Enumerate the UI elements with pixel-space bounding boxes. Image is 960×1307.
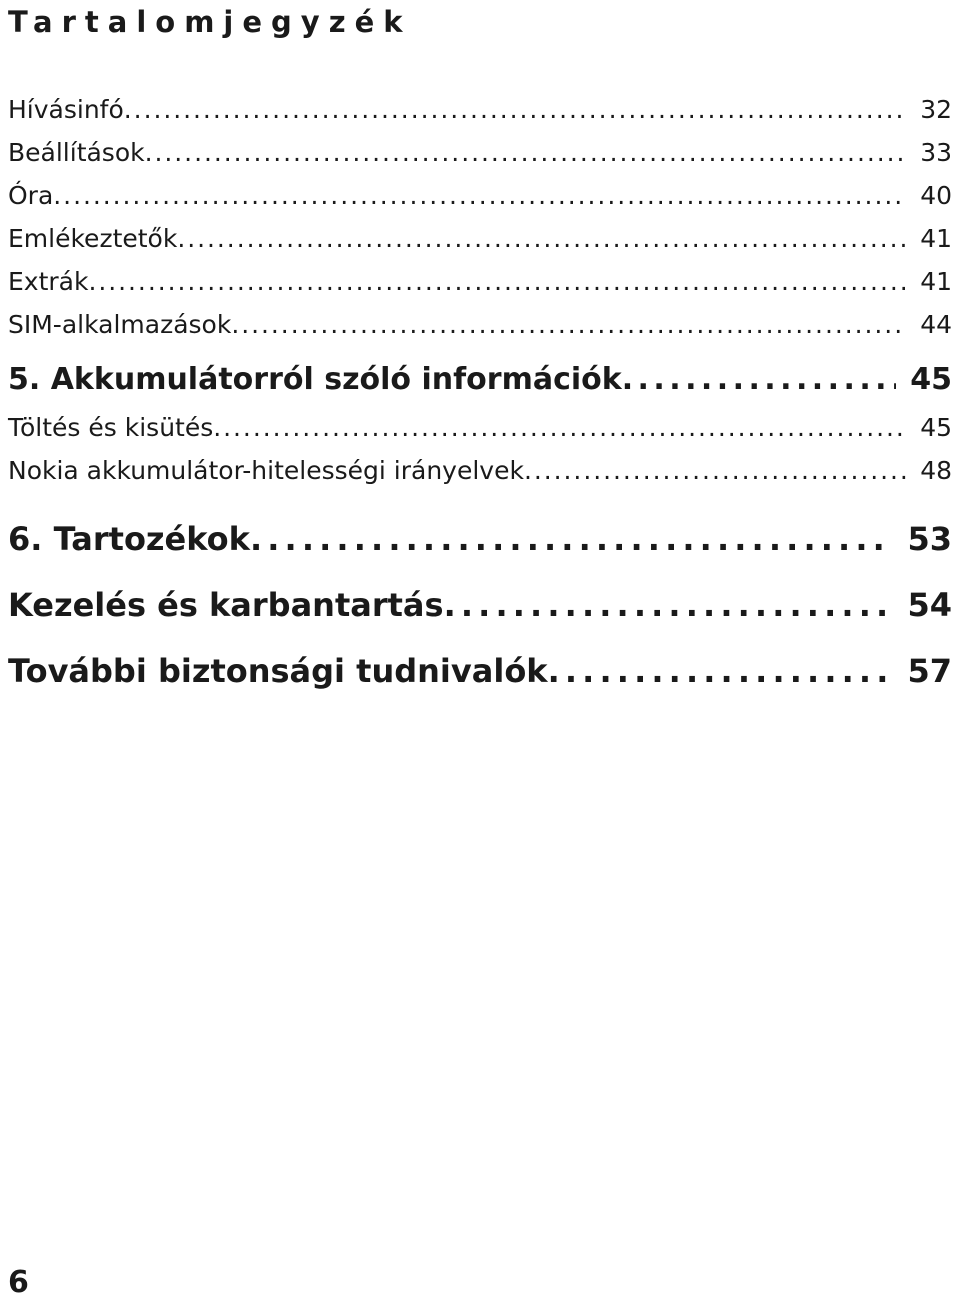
toc-leader-dots: [177, 217, 906, 260]
toc-leader-dots: [88, 260, 906, 303]
toc-entry-title: Töltés és kisütés: [8, 413, 214, 442]
toc-entry-page: 44: [920, 310, 952, 339]
toc-entry-title: Emlékeztetők: [8, 224, 178, 253]
toc-entry-title: 6. Tartozékok: [8, 520, 250, 558]
page-title: Tartalomjegyzék: [8, 5, 412, 39]
toc-entry-page: 57: [907, 652, 952, 690]
toc-chapter-tovabbi-biztonsagi-tudnivalok[interactable]: [8, 638, 952, 704]
toc-entry-title: Kezelés és karbantartás: [8, 586, 444, 624]
toc-leader-dots: [548, 638, 894, 704]
toc-leader-dots: [124, 88, 906, 131]
toc-entry-title: Extrák: [8, 267, 89, 296]
toc-entry-page: 33: [920, 138, 952, 167]
toc-entry-toltes-es-kisutes[interactable]: [8, 406, 952, 449]
toc-entry-title: További biztonsági tudnivalók: [8, 652, 548, 690]
toc-entry-title: SIM-alkalmazások: [8, 310, 232, 339]
toc-entry-title: Nokia akkumulátor-hitelességi irányelvek: [8, 456, 524, 485]
table-of-contents: [8, 88, 952, 704]
toc-leader-dots: [444, 572, 894, 638]
toc-leader-dots: [231, 303, 906, 346]
toc-entry-title: Hívásinfó: [8, 95, 124, 124]
toc-entry-title: Óra: [8, 181, 54, 210]
toc-entry-page: 45: [910, 362, 952, 397]
toc-chapter-kezeles-es-karbantartas[interactable]: [8, 572, 952, 638]
toc-entry-page: 45: [920, 413, 952, 442]
toc-leader-dots: [250, 506, 894, 572]
toc-leader-dots: [524, 449, 906, 492]
page-number: 6: [8, 1265, 29, 1300]
toc-chapter-akkumulator[interactable]: [8, 354, 952, 406]
toc-entry-sim-alkalmazasok[interactable]: [8, 303, 952, 346]
toc-entry-nokia-akkumulator-iranyelvek[interactable]: [8, 449, 952, 492]
toc-entry-page: 48: [920, 456, 952, 485]
toc-entry-title: Beállítások: [8, 138, 145, 167]
toc-entry-page: 40: [920, 181, 952, 210]
toc-leader-dots: [53, 174, 906, 217]
toc-entry-hivasinfo[interactable]: [8, 88, 952, 131]
toc-entry-ora[interactable]: [8, 174, 952, 217]
toc-chapter-tartozekok[interactable]: [8, 506, 952, 572]
toc-leader-dots: [145, 131, 907, 174]
toc-entry-page: 53: [907, 520, 952, 558]
toc-entry-extrak[interactable]: [8, 260, 952, 303]
toc-entry-page: 41: [920, 267, 952, 296]
toc-entry-page: 41: [920, 224, 952, 253]
toc-leader-dots: [622, 354, 897, 406]
toc-entry-page: 54: [907, 586, 952, 624]
toc-entry-page: 32: [920, 95, 952, 124]
toc-entry-title: 5. Akkumulátorról szóló információk: [8, 362, 622, 397]
toc-leader-dots: [213, 406, 906, 449]
toc-entry-emlekeztetok[interactable]: [8, 217, 952, 260]
toc-entry-beallitasok[interactable]: [8, 131, 952, 174]
